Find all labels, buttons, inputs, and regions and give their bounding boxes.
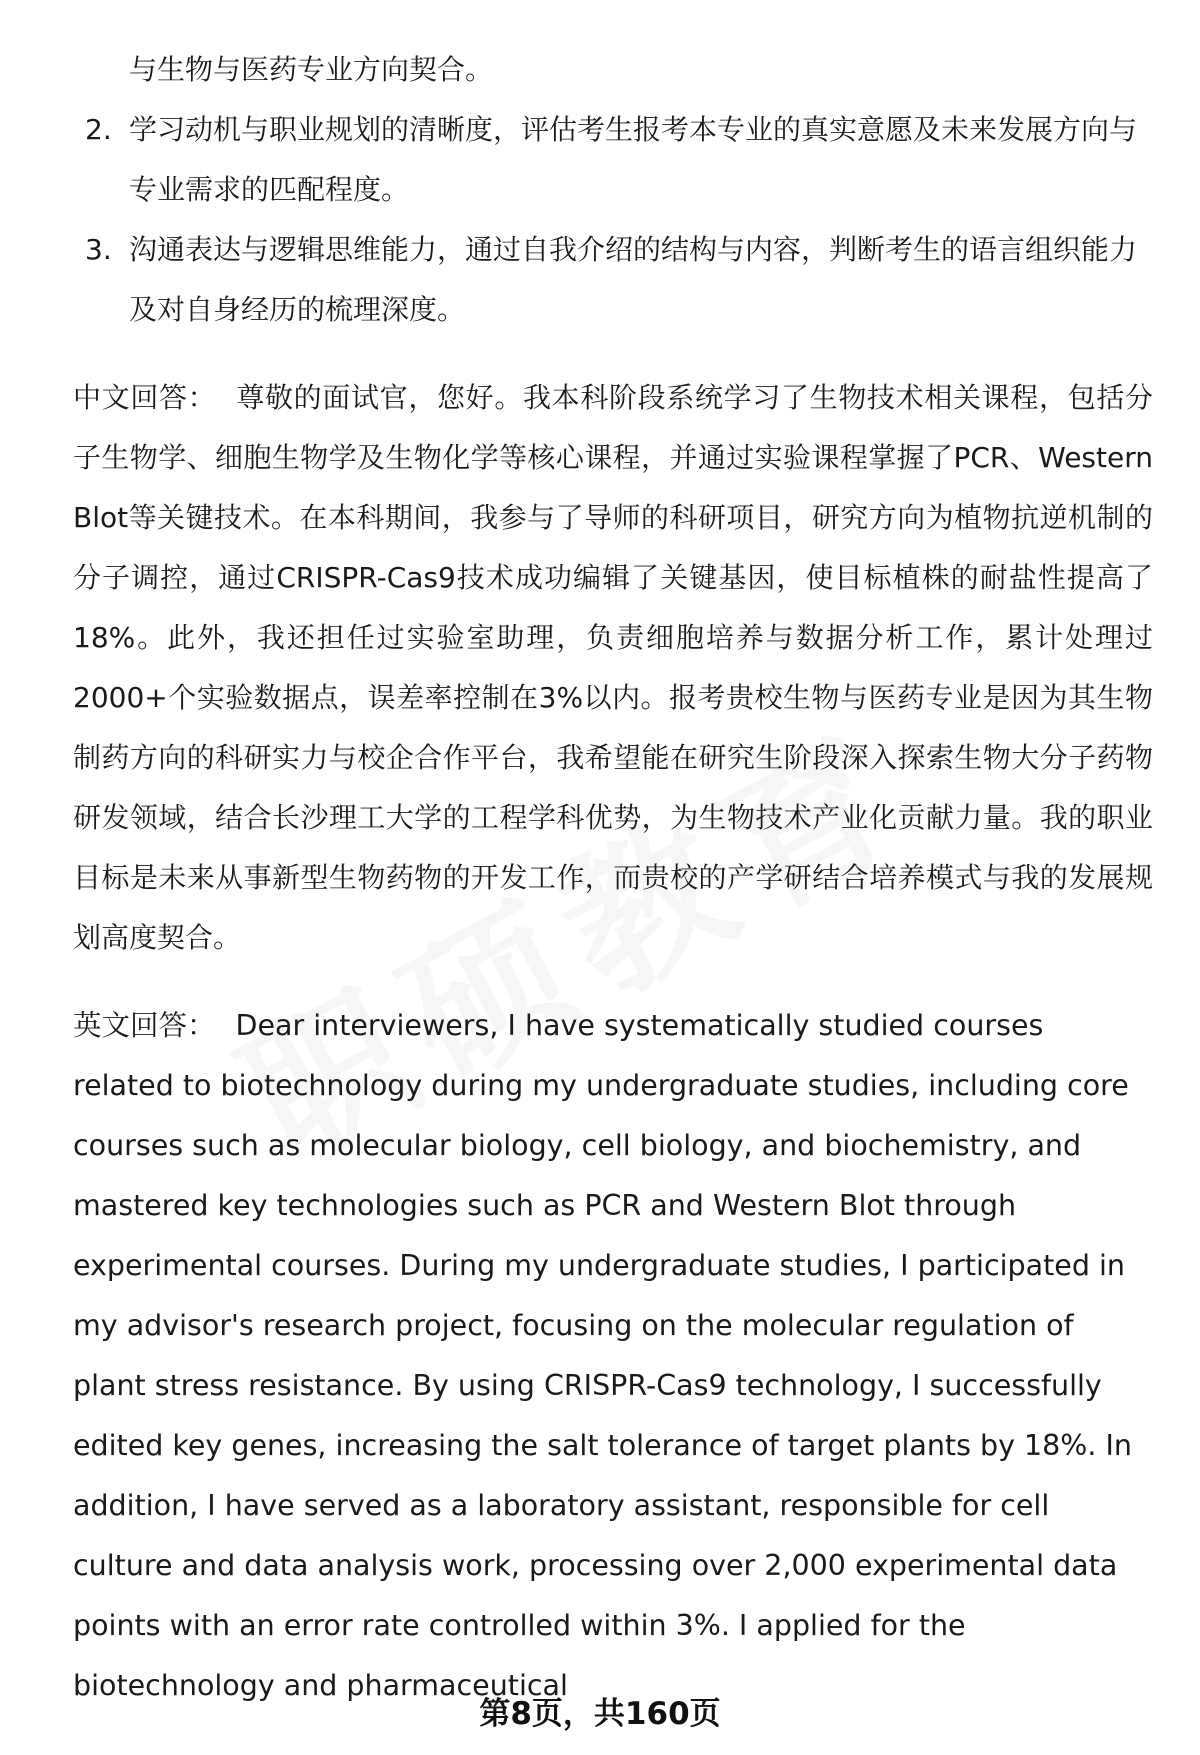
chinese-answer: [73, 368, 1153, 968]
list-item: [73, 220, 1153, 340]
english-answer: [73, 996, 1153, 1716]
page-number: 第8页，共160页: [479, 1696, 721, 1732]
chinese-answer-text: 尊敬的面试官，您好。我本科阶段系统学习了生物技术相关课程，包括分子生物学、细胞生物学及生物化学等核心课程，并通过实验课程掌握了PCR、Western Blot等关键技术。在本科期间，我参与了导师的科研项目，研究方向为植物抗逆机制的分子调控，通过CRISPR-Cas9技术成功编辑了关键基因，使目标植株的耐盐性提高了18%。此外，我还担任过实验室助理，负责细胞培养与数据分析工作，累计处理过2000+个实验数据点，误差率控制在3%以内。报考贵校生物与医药专业是因为其生物制药方向的科研实力与校企合作平台，我希望能在研究生阶段深入探索生物大分子药物研发领域，结合长沙理工大学的工程学科优势，为生物技术产业化贡献力量。我的职业目标是未来从事新型生物药物的开发工作，而贵校的产学研结合培养模式与我的发展规划高度契合。: [73, 381, 1153, 954]
english-answer-text: Dear interviewers, I have systematically studied courses related to biotechnology during my undergraduate studies, including core courses such as molecular biology, cell biology, and biochemistry, and mastered key technologies such as PCR and Western Blot through experimental courses. During my undergraduate studies, I participated in my advisor's research project, focusing on the molecular regulation of plant stress resistance. By using CRISPR-Cas9 technology, I successfully edited key genes, increasing the salt tolerance of target plants by 18%. In addition, I have served as a laboratory assistant, responsible for cell culture and data analysis work, processing over 2,000 experimental data points with an error rate controlled within 3%. I applied for the biotechnology and pharmaceutical: [73, 1009, 1132, 1702]
page-content: [73, 40, 1153, 1716]
list-item: [73, 100, 1153, 220]
list-continuation: 与生物与医药专业方向契合。: [129, 53, 494, 86]
list-item-text: 沟通表达与逻辑思维能力，通过自我介绍的结构与内容，判断考生的语言组织能力及对自身经历的梳理深度。: [129, 233, 1138, 326]
list-item-text: 学习动机与职业规划的清晰度，评估考生报考本专业的真实意愿及未来发展方向与专业需求的匹配程度。: [129, 113, 1138, 206]
list-item-number: 3.: [85, 233, 112, 266]
english-answer-label: 英文回答：: [73, 1009, 216, 1042]
chinese-answer-label: 中文回答：: [73, 381, 217, 414]
list-item-number: 2.: [85, 113, 112, 146]
